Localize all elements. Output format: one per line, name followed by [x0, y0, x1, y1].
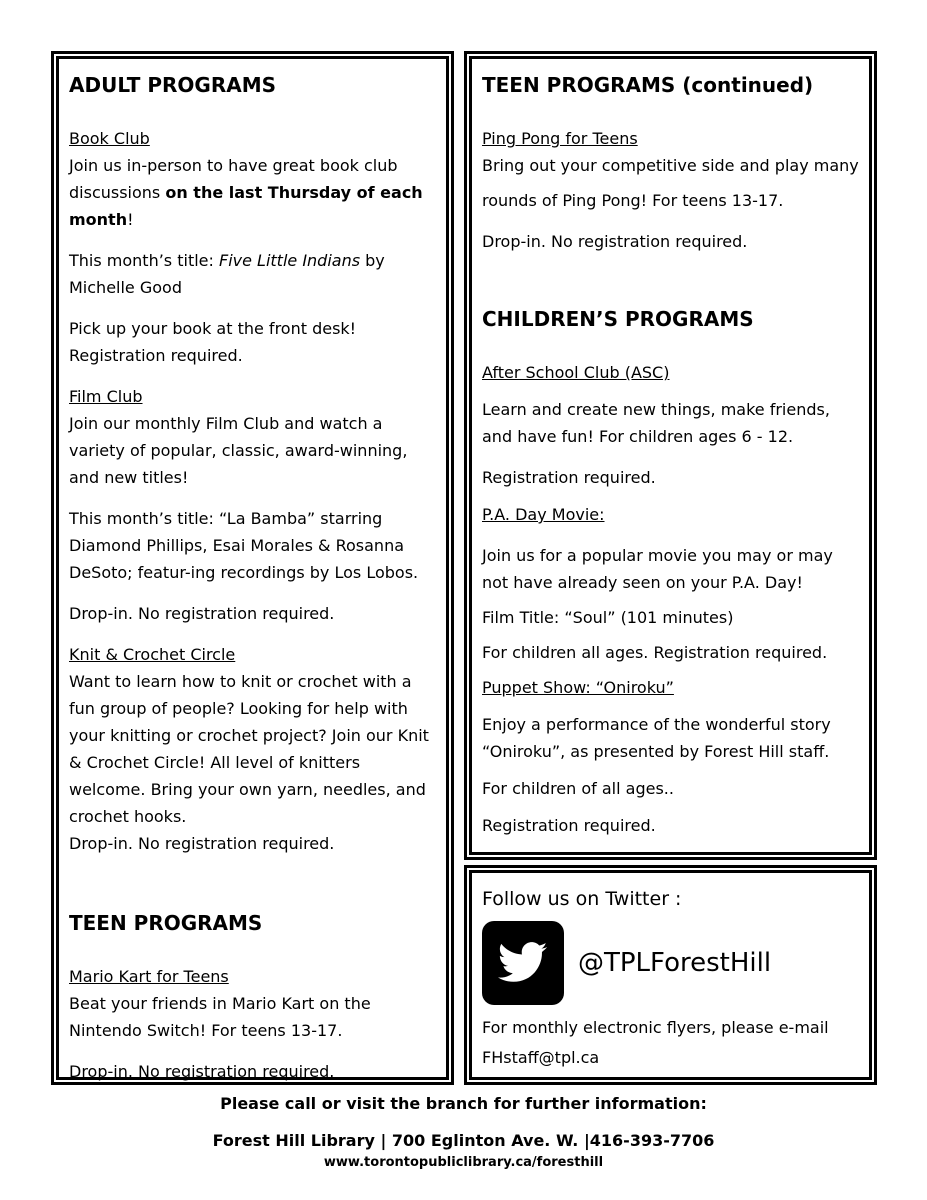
mario-kart-title: Mario Kart for Teens: [69, 967, 229, 986]
puppet-show-registration: Registration required.: [482, 816, 656, 835]
twitter-handle[interactable]: @TPLForestHill: [578, 948, 772, 978]
adult-programs-heading: ADULT PROGRAMS: [69, 73, 277, 97]
ping-pong-desc-line1: Bring out your competitive side and play many: [482, 156, 859, 175]
adult-teen-programs-panel: [56, 56, 449, 1080]
book-club-description: [69, 152, 436, 233]
pa-day-movie-description: Join us for a popular movie you may or may not have already seen on your P.A. Day!: [482, 546, 833, 592]
book-club-desc-end: !: [127, 210, 134, 229]
pa-day-film-title: Film Title: “Soul” (101 minutes): [482, 608, 734, 627]
puppet-show-ages: For children of all ages..: [482, 779, 674, 798]
film-club-title: Film Club: [69, 387, 143, 406]
film-club-dropin: Drop-in. No registration required.: [69, 604, 335, 623]
teen-programs-heading: TEEN PROGRAMS: [69, 911, 263, 935]
pa-day-ages: For children all ages. Registration required.: [482, 643, 828, 662]
childrens-programs-heading: CHILDREN’S PROGRAMS: [482, 307, 754, 331]
mario-kart-description: Beat your friends in Mario Kart on the Nintendo Switch! For teens 13-17.: [69, 994, 371, 1040]
month-title-prefix: This month’s title:: [69, 251, 219, 270]
ping-pong-desc-line2: rounds of Ping Pong! For teens 13-17.: [482, 191, 784, 210]
teen-children-programs-panel: [469, 56, 872, 855]
twitter-bird-icon[interactable]: [482, 921, 564, 1005]
book-club-registration: Registration required.: [69, 346, 243, 365]
twitter-panel: [469, 870, 872, 1080]
mario-kart-dropin: Drop-in. No registration required.: [69, 1062, 335, 1081]
knit-crochet-dropin: Drop-in. No registration required.: [69, 834, 335, 853]
knit-crochet-description: Want to learn how to knit or crochet with a fun group of people? Looking for help with your knitting or crochet project? Join our Knit & Crochet Circle! All level of knitters welcome. Bring your own yarn, needles, and crochet hooks.: [69, 672, 429, 826]
after-school-club-registration: Registration required.: [482, 468, 656, 487]
book-club-month-title: [69, 247, 436, 301]
twitter-handle-row[interactable]: [482, 921, 859, 1005]
teen-programs-continued-heading: TEEN PROGRAMS (continued): [482, 73, 814, 97]
ping-pong-title: Ping Pong for Teens: [482, 129, 638, 148]
after-school-club-description: Learn and create new things, make friends, and have fun! For children ages 6 - 12.: [482, 400, 830, 446]
book-club-title: Book Club: [69, 129, 150, 148]
puppet-show-title: Puppet Show: “Oniroku”: [482, 678, 674, 697]
flyer-email-info: For monthly electronic flyers, please e-mail FHstaff@tpl.ca: [482, 1018, 829, 1067]
book-pickup: Pick up your book at the front desk!: [69, 319, 357, 338]
film-club-description: Join our monthly Film Club and watch a variety of popular, classic, award-winning, and new titles!: [69, 414, 408, 487]
book-club-desc-text: Join us in-person to have great book club discussions: [69, 156, 398, 202]
footer-address: Forest Hill Library | 700 Eglinton Ave. W. |416-393-7706: [212, 1131, 715, 1150]
footer-url[interactable]: www.torontopubliclibrary.ca/foresthill: [323, 1155, 604, 1170]
follow-twitter-label: Follow us on Twitter :: [482, 888, 682, 910]
book-author: by Michelle Good: [69, 251, 385, 297]
after-school-club-title: After School Club (ASC): [482, 363, 670, 382]
book-title: Five Little Indians: [218, 251, 361, 270]
puppet-show-description: Enjoy a performance of the wonderful story “Oniroku”, as presented by Forest Hill staff.: [482, 715, 831, 761]
footer-call-text: Please call or visit the branch for further information:: [220, 1094, 707, 1113]
ping-pong-dropin: Drop-in. No registration required.: [482, 232, 748, 251]
film-club-feature: This month’s title: “La Bamba” starring Diamond Phillips, Esai Morales & Rosanna DeSoto; featur-ing recordings by Los Lobos.: [69, 509, 419, 582]
pa-day-movie-title: P.A. Day Movie:: [482, 505, 605, 524]
knit-crochet-title: Knit & Crochet Circle: [69, 645, 236, 664]
book-club-schedule: on the last Thursday of each month: [69, 183, 423, 229]
